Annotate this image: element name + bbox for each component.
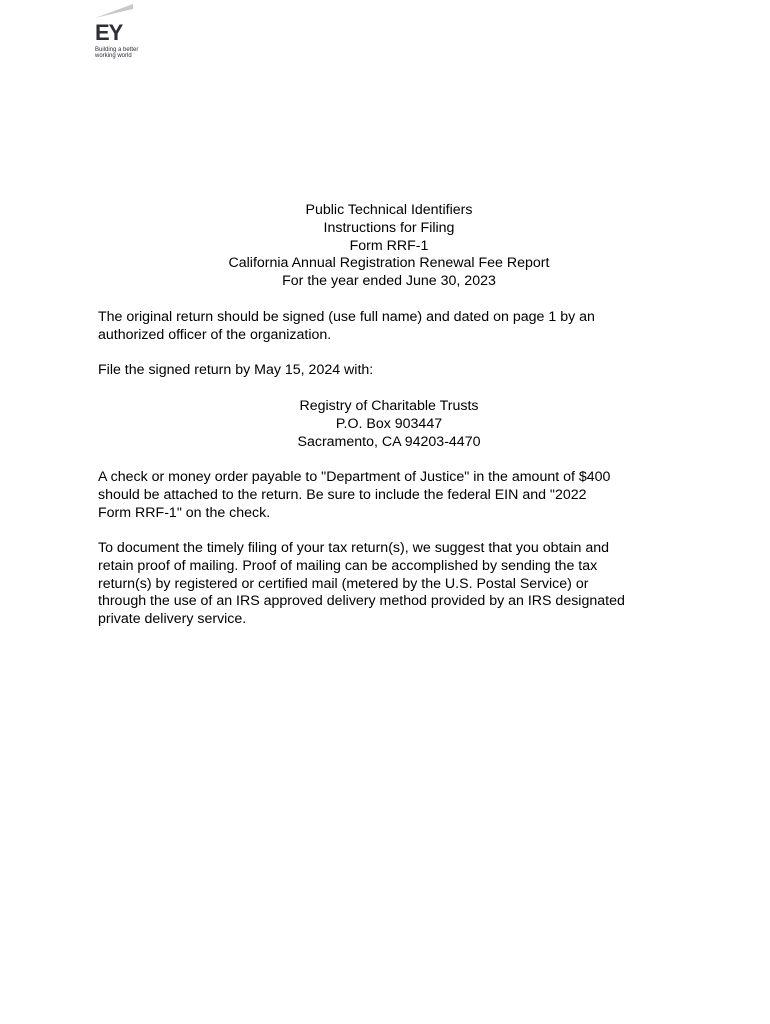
document-title	[0, 202, 770, 291]
paragraph-line: Form RRF-1" on the check.	[98, 504, 271, 521]
title-line-instructions: Instructions for Filing	[323, 219, 455, 236]
address-line: P.O. Box 903447	[335, 415, 443, 432]
paragraph-line: A check or money order payable to "Department of Justice" in the amount of $400	[98, 469, 611, 485]
paragraph-line: retain proof of mailing. Proof of mailing can be accomplished by sending the tax	[98, 557, 598, 574]
paragraph-line: return(s) by registered or certified mail (metered by the U.S. Postal Service) or	[98, 575, 589, 592]
title-line-company: Public Technical Identifiers	[305, 202, 473, 218]
ey-logo	[93, 4, 153, 64]
paragraph-line: File the signed return by May 15, 2024 with:	[98, 362, 374, 378]
title-line-year: For the year ended June 30, 2023	[282, 273, 496, 290]
payment-paragraph	[98, 469, 678, 522]
paragraph-line: should be attached to the return. Be sure to include the federal EIN and "2022	[98, 486, 587, 503]
paragraph-line: authorized officer of the organization.	[98, 326, 332, 343]
title-line-form: Form RRF-1	[349, 237, 429, 254]
paragraph-line: To document the timely filing of your tax return(s), we suggest that you obtain and	[98, 540, 610, 556]
signing-paragraph	[98, 309, 678, 345]
logo-tagline	[95, 47, 155, 59]
title-line-report: California Annual Registration Renewal Fee Report	[228, 255, 550, 272]
logo-tagline-line: Building a better	[95, 47, 139, 53]
file-by-paragraph	[98, 362, 678, 380]
address-line: Sacramento, CA 94203-4470	[297, 433, 481, 450]
logo-tagline-line: working world	[95, 53, 132, 59]
logo-slash-icon	[93, 4, 137, 20]
logo-mark: EY	[95, 20, 123, 45]
proof-of-mailing-paragraph	[98, 540, 678, 629]
paragraph-line: through the use of an IRS approved delivery method provided by an IRS designated	[98, 593, 625, 610]
address-line: Registry of Charitable Trusts	[299, 398, 479, 414]
mailing-address	[0, 398, 770, 451]
paragraph-line: private delivery service.	[98, 611, 247, 628]
paragraph-line: The original return should be signed (use full name) and dated on page 1 by an	[98, 309, 595, 325]
